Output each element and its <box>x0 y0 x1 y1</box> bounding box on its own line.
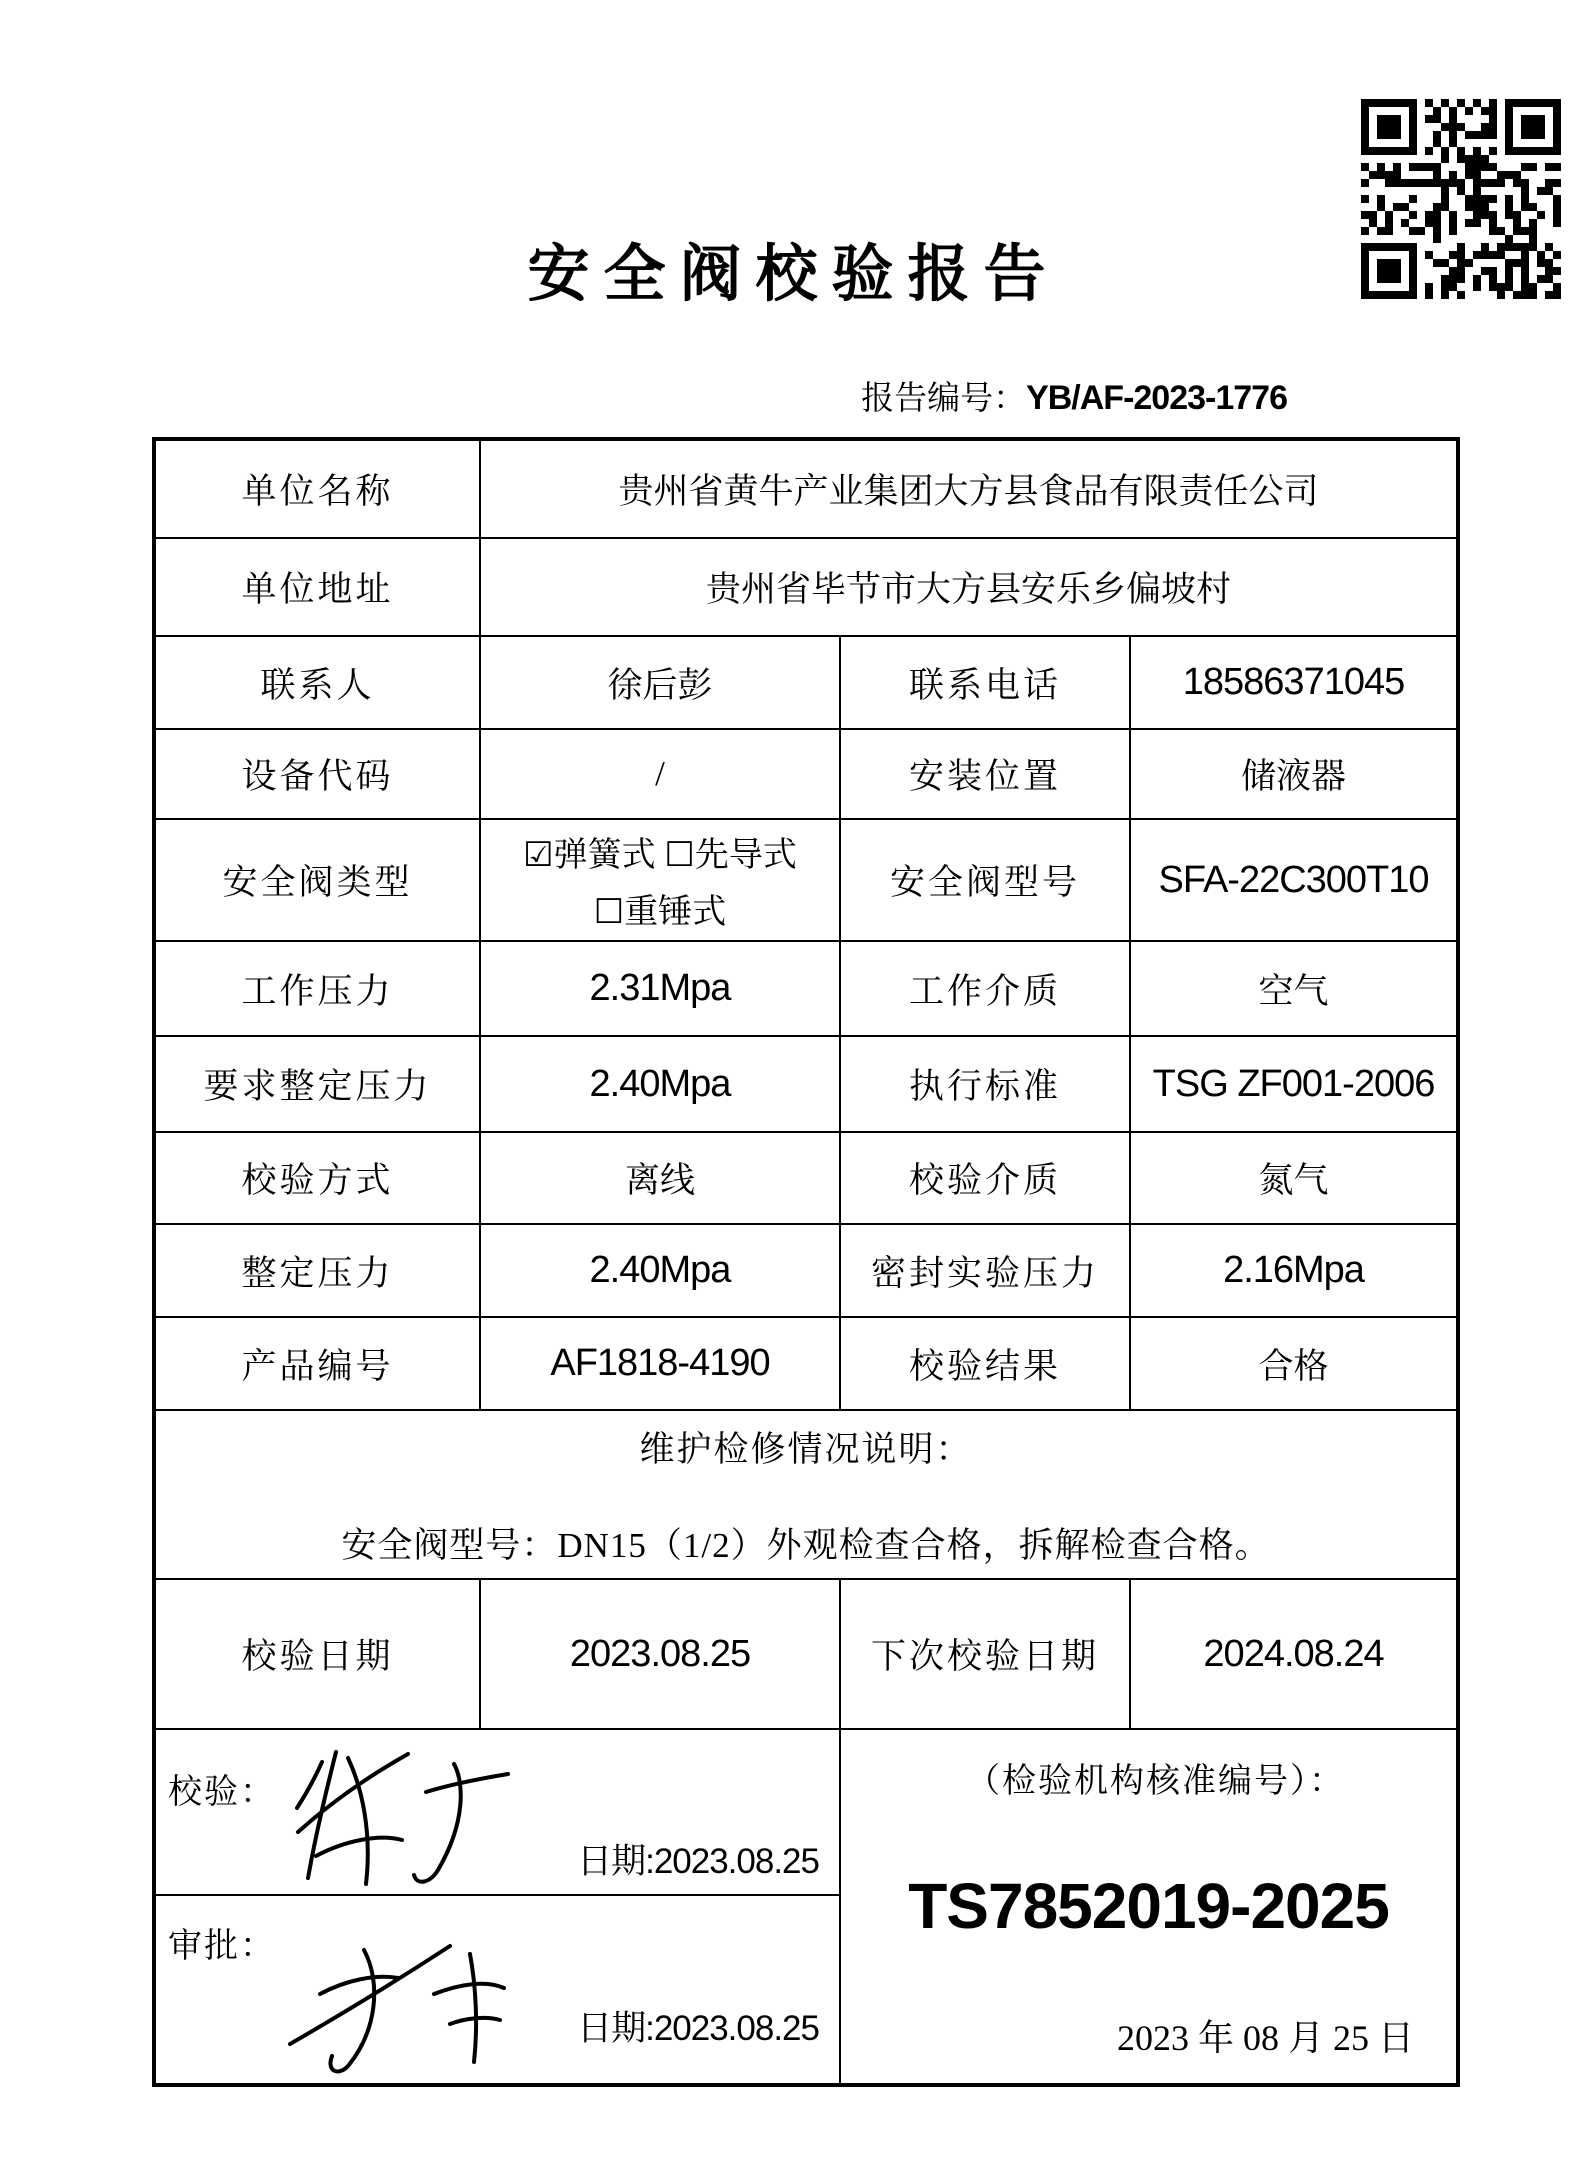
approve-label: 审批： <box>168 1928 276 1965</box>
checkbox-pilot-unchecked: ☐先导式 <box>664 835 797 875</box>
device-code-value: / <box>480 729 840 819</box>
work-medium-label: 工作介质 <box>840 941 1130 1036</box>
calib-medium-label: 校验介质 <box>840 1132 1130 1224</box>
unit-name-value: 贵州省黄牛产业集团大方县食品有限责任公司 <box>480 439 1458 538</box>
maintenance-title: 维护检修情况说明： <box>639 1429 973 1469</box>
req-set-pressure-label: 要求整定压力 <box>154 1036 480 1132</box>
report-table <box>152 437 1460 2087</box>
standard-label: 执行标准 <box>840 1036 1130 1132</box>
phone-value: 18586371045 <box>1130 636 1458 729</box>
verify-date: 日期:2023.08.25 <box>577 1842 819 1881</box>
phone-label: 联系电话 <box>840 636 1130 729</box>
table-row <box>154 439 1458 538</box>
org-approval-label: （检验机构核准编号）： <box>966 1762 1346 1800</box>
calib-date-label: 校验日期 <box>154 1579 480 1729</box>
calib-method-value: 离线 <box>480 1132 840 1224</box>
calib-method-label: 校验方式 <box>154 1132 480 1224</box>
work-pressure-value: 2.31Mpa <box>480 941 840 1036</box>
result-label: 校验结果 <box>840 1317 1130 1410</box>
product-no-value: AF1818-4190 <box>480 1317 840 1410</box>
set-pressure-label: 整定压力 <box>154 1224 480 1317</box>
valve-model-value: SFA-22C300T10 <box>1130 819 1458 941</box>
table-row <box>154 1579 1458 1729</box>
req-set-pressure-value: 2.40Mpa <box>480 1036 840 1132</box>
checkbox-weight-unchecked: ☐重锤式 <box>593 892 727 932</box>
table-row <box>154 941 1458 1036</box>
org-approval-cell <box>840 1729 1458 2085</box>
seal-test-pressure-label: 密封实验压力 <box>840 1224 1130 1317</box>
table-row <box>154 819 1458 941</box>
maintenance-cell <box>154 1410 1458 1579</box>
approve-signature-cell <box>154 1895 840 2085</box>
valve-type-label: 安全阀类型 <box>154 819 480 941</box>
table-row <box>154 1036 1458 1132</box>
verify-signature-cell <box>154 1729 840 1895</box>
seal-test-pressure-value: 2.16Mpa <box>1130 1224 1458 1317</box>
result-value: 合格 <box>1130 1317 1458 1410</box>
issue-date: 2023 年 08 月 25 日 <box>1117 2017 1415 2058</box>
report-number-value: YB/AF-2023-1776 <box>1026 379 1287 417</box>
table-row <box>154 1224 1458 1317</box>
approve-signature <box>284 1932 524 2080</box>
install-position-value: 储液器 <box>1130 729 1458 819</box>
standard-value: TSG ZF001-2006 <box>1130 1036 1458 1132</box>
unit-address-value: 贵州省毕节市大方县安乐乡偏坡村 <box>480 538 1458 636</box>
verify-signature <box>284 1736 534 1892</box>
next-calib-date-value: 2024.08.24 <box>1130 1579 1458 1729</box>
unit-address-label: 单位地址 <box>154 538 480 636</box>
qr-code-icon <box>1357 95 1565 303</box>
valve-model-label: 安全阀型号 <box>840 819 1130 941</box>
calib-date-value: 2023.08.25 <box>480 1579 840 1729</box>
valve-type-options <box>480 819 840 941</box>
table-row <box>154 636 1458 729</box>
report-number-label: 报告编号： <box>861 381 1027 417</box>
device-code-label: 设备代码 <box>154 729 480 819</box>
unit-name-label: 单位名称 <box>154 439 480 538</box>
valve-type-line-1 <box>523 827 797 876</box>
table-row <box>154 1317 1458 1410</box>
calib-medium-value: 氮气 <box>1130 1132 1458 1224</box>
contact-value: 徐后彭 <box>480 636 840 729</box>
verify-label: 校验： <box>168 1774 276 1811</box>
next-calib-date-label: 下次校验日期 <box>840 1579 1130 1729</box>
page-title: 安全阀校验报告 <box>527 241 1060 309</box>
org-approval-number: TS7852019-2025 <box>908 1869 1389 1942</box>
org-approval-inner <box>841 1731 1456 2083</box>
maintenance-detail: 安全阀型号：DN15（1/2）外观检查合格，拆解检查合格。 <box>341 1525 1271 1565</box>
table-row <box>154 729 1458 819</box>
install-position-label: 安装位置 <box>840 729 1130 819</box>
table-row <box>154 1729 1458 1895</box>
valve-type-options-list <box>481 827 839 933</box>
valve-type-line-2 <box>594 884 726 933</box>
checkbox-spring-checked: ☑弹簧式 <box>523 835 656 875</box>
work-medium-value: 空气 <box>1130 941 1458 1036</box>
contact-label: 联系人 <box>154 636 480 729</box>
work-pressure-label: 工作压力 <box>154 941 480 1036</box>
table-row <box>154 538 1458 636</box>
product-no-label: 产品编号 <box>154 1317 480 1410</box>
table-row <box>154 1132 1458 1224</box>
approve-date: 日期:2023.08.25 <box>577 2009 819 2048</box>
table-row <box>154 1410 1458 1579</box>
set-pressure-value: 2.40Mpa <box>480 1224 840 1317</box>
report-number-line <box>861 372 1287 419</box>
